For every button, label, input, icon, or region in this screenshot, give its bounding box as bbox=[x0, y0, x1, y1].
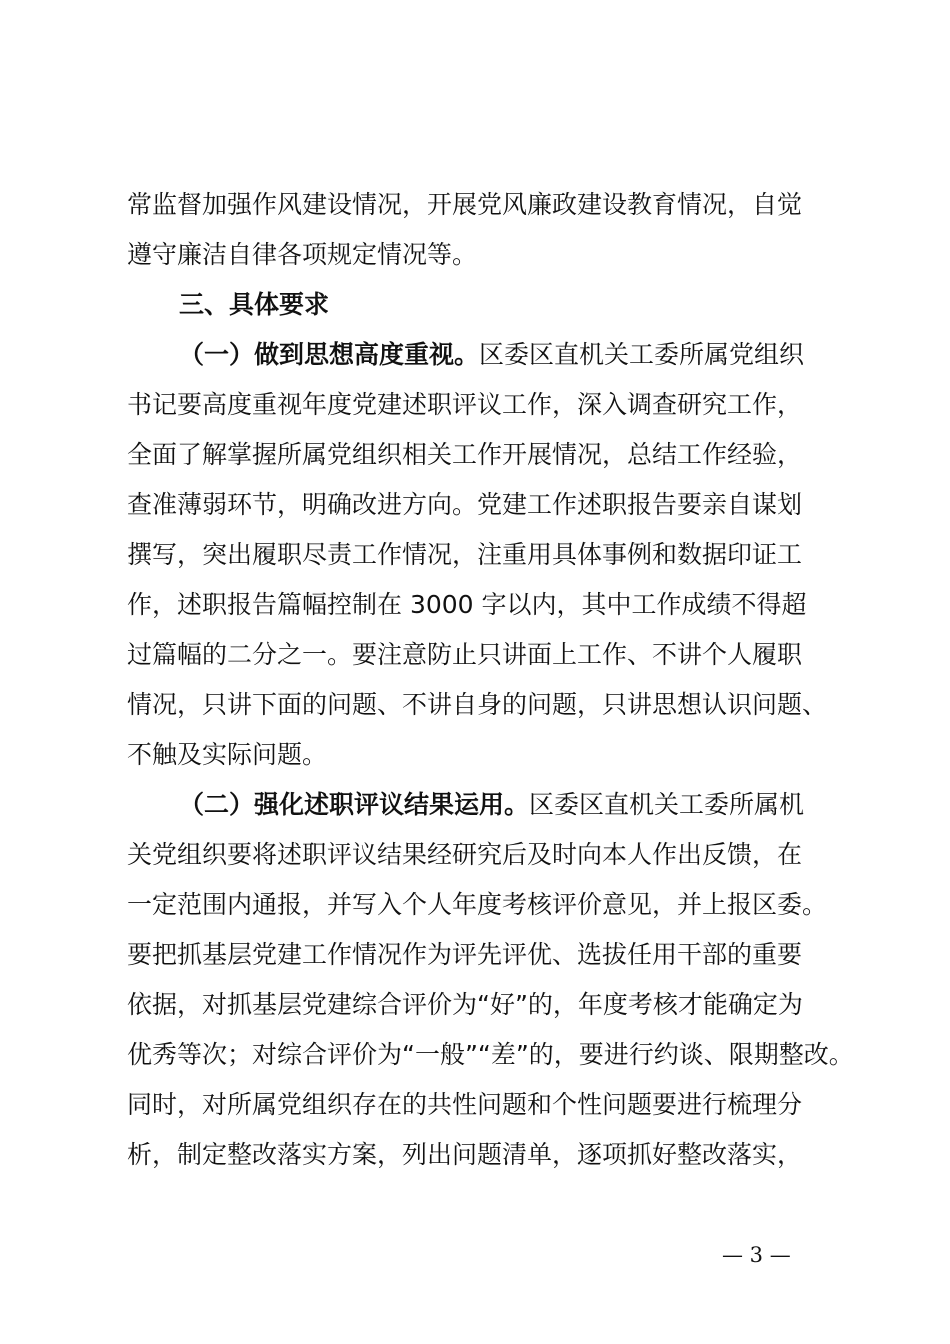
paragraph-text: 区委区直机关工委所属机 bbox=[529, 790, 805, 819]
text-line: 析，制定整改落实方案，列出问题清单，逐项抓好整改落实， bbox=[127, 1140, 803, 1169]
paragraph-first-line bbox=[127, 780, 837, 830]
text-line: 过篇幅的二分之一。要注意防止只讲面上工作、不讲个人履职 bbox=[127, 640, 803, 669]
text-line: 依据，对抓基层党建综合评价为“好”的，年度考核才能确定为 bbox=[127, 990, 803, 1019]
paragraph-lead: （一）做到思想高度重视。 bbox=[179, 340, 480, 369]
text-line: 同时，对所属党组织存在的共性问题和个性问题要进行梳理分 bbox=[127, 1090, 803, 1119]
text-line: 作，述职报告篇幅控制在 3000 字以内，其中工作成绩不得超 bbox=[127, 590, 807, 619]
text-line: 查准薄弱环节，明确改进方向。党建工作述职报告要亲自谋划 bbox=[127, 490, 803, 519]
page-number: — 3 — bbox=[722, 1243, 791, 1267]
paragraph-1 bbox=[127, 330, 837, 780]
document-body bbox=[127, 180, 854, 1180]
text-line: 常监督加强作风建设情况，开展党风廉政建设教育情况，自觉 bbox=[127, 190, 803, 219]
paragraph-2 bbox=[127, 780, 854, 1180]
text-line: 遵守廉洁自律各项规定情况等。 bbox=[127, 240, 478, 269]
section-heading: 三、具体要求 bbox=[179, 290, 330, 319]
text-line: 全面了解掌握所属党组织相关工作开展情况，总结工作经验， bbox=[127, 440, 803, 469]
paragraph-text: 区委区直机关工委所属党组织 bbox=[479, 340, 805, 369]
paragraph-lead: （二）强化述职评议结果运用。 bbox=[179, 790, 530, 819]
text-line: 关党组织要将述职评议结果经研究后及时向本人作出反馈，在 bbox=[127, 840, 803, 869]
text-line: 要把抓基层党建工作情况作为评先评优、选拔任用干部的重要 bbox=[127, 940, 803, 969]
text-line: 书记要高度重视年度党建述职评议工作，深入调查研究工作， bbox=[127, 390, 803, 419]
text-line: 撰写，突出履职尽责工作情况，注重用具体事例和数据印证工 bbox=[127, 540, 803, 569]
text-line: 优秀等次；对综合评价为“一般”“差”的，要进行约谈、限期整改。 bbox=[127, 1040, 854, 1069]
text-line: 不触及实际问题。 bbox=[127, 740, 328, 769]
text-line: 情况，只讲下面的问题、不讲自身的问题，只讲思想认识问题、 bbox=[127, 690, 828, 719]
paragraph-first-line bbox=[127, 330, 837, 380]
text-line: 一定范围内通报，并写入个人年度考核评价意见，并上报区委。 bbox=[127, 890, 828, 919]
